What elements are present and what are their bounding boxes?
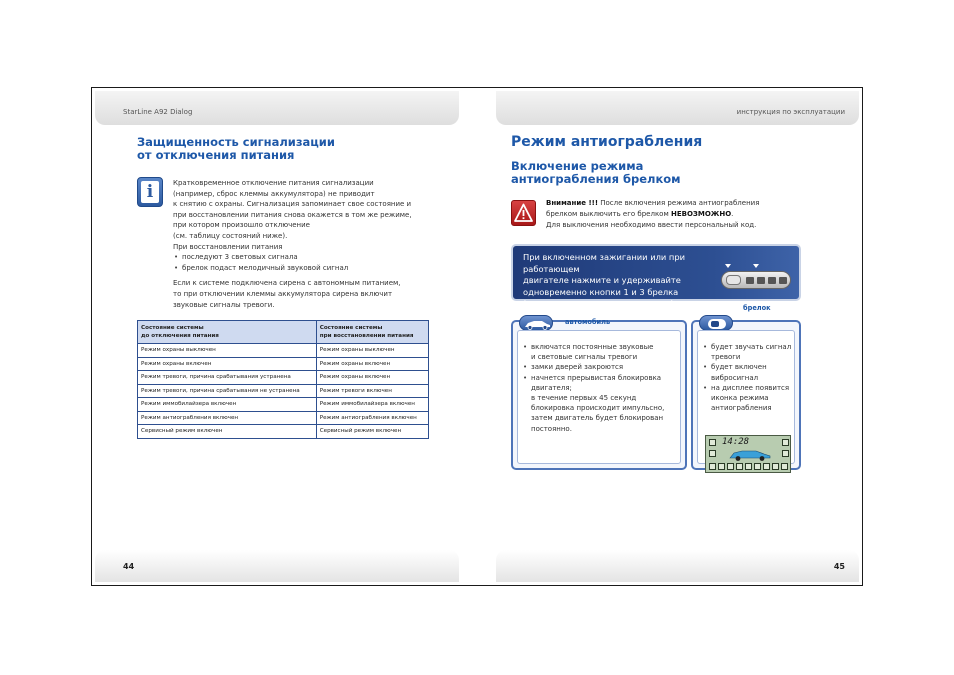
fob-reaction-list xyxy=(703,342,795,413)
page-header-left xyxy=(95,91,459,125)
warning-icon xyxy=(511,200,536,226)
manual-label: инструкция по эксплуатации xyxy=(736,108,845,116)
table-cell: Режим охраны включен xyxy=(316,371,428,385)
section-subtitle: Включение режима антиограбления брелком xyxy=(511,159,681,186)
car-reaction-list xyxy=(523,342,683,434)
page-number-right: 45 xyxy=(833,562,845,571)
list-item: • на дисплее появится иконка режима антиограбления xyxy=(703,383,795,414)
power-restore-bullets xyxy=(173,252,433,273)
arrow-down-icon xyxy=(753,264,759,268)
car-reaction-panel xyxy=(511,320,687,470)
lcd-time: 14:28 xyxy=(722,437,750,447)
list-item: • брелок подаст мелодичный звуковой сигнал xyxy=(173,263,433,274)
arrow-down-icon xyxy=(725,264,731,268)
table-header-row xyxy=(138,321,429,344)
table-row xyxy=(138,384,429,398)
section-title-line2: от отключения питания xyxy=(137,148,295,162)
table-cell: Режим охраны включен xyxy=(138,357,317,371)
page-right xyxy=(478,88,863,585)
fob-reaction-panel xyxy=(691,304,801,470)
table-row xyxy=(138,344,429,358)
table-cell: Режим иммобилайзера включен xyxy=(138,398,317,412)
table-row xyxy=(138,357,429,371)
table-cell: Режим охраны выключен xyxy=(316,344,428,358)
column-header-after: Состояние системы при восстановлении питания xyxy=(316,321,428,344)
table-cell: Режим охраны включен xyxy=(316,357,428,371)
section-title-line1: Защищенность сигнализации xyxy=(137,135,335,149)
list-item: • последуют 3 световых сигнала xyxy=(173,252,433,263)
fob-panel-label: брелок xyxy=(743,304,771,312)
column-header-before: Состояние системы до отключения питания xyxy=(138,321,317,344)
car-panel-label: автомобиль xyxy=(565,318,611,326)
table-cell: Режим тревоги включен xyxy=(316,384,428,398)
table-cell: Режим охраны выключен xyxy=(138,344,317,358)
table-row xyxy=(138,425,429,439)
table-cell: Режим тревоги, причина срабатывания устранена xyxy=(138,371,317,385)
key-fob-icon xyxy=(699,315,733,331)
car-icon xyxy=(728,448,772,462)
page-title: Режим антиограбления xyxy=(511,134,703,150)
table-cell: Режим иммобилайзера включен xyxy=(316,398,428,412)
page-left xyxy=(92,88,477,585)
page-footer-right xyxy=(496,550,859,582)
model-label: StarLine A92 Dialog xyxy=(123,108,193,116)
power-loss-description: Кратковременное отключение питания сигнализации (например, сброс клеммы аккумулятора) не приводит к снятию с охраны. Сигнализация запоминает свое состояние и при восстановлении питания снова окажется в том же режиме, при котором произошло отключение (см. таблицу состояний ниже). При восстановлении питания • последуют 3 световых сигнала • брелок подаст мелодичный звуковой сигнал Если к системе подключена сирена с автономным питанием, то при отключении клеммы аккумулятора сирена включит звуковые сигналы тревоги. xyxy=(173,178,433,310)
list-item: • замки дверей закроются xyxy=(523,362,683,372)
table-cell: Сервисный режим включен xyxy=(316,425,428,439)
table-cell: Режим антиограбления включен xyxy=(138,411,317,425)
list-item: • будет включен вибросигнал xyxy=(703,362,795,382)
section-title-power xyxy=(137,136,335,162)
fob-display-icon xyxy=(705,435,791,473)
info-icon: i xyxy=(137,177,163,207)
table-cell: Режим антиограбления включен xyxy=(316,411,428,425)
page-header-right xyxy=(496,91,859,125)
key-fob-icon xyxy=(721,271,791,289)
warning-text: Внимание !!! После включения режима антиограбления брелком выключить его брелком НЕВОЗМОЖНО. Для выключения необходимо ввести персональный код. xyxy=(546,199,760,229)
state-table xyxy=(137,320,429,439)
table-cell: Сервисный режим включен xyxy=(138,425,317,439)
list-item: • включатся постоянные звуковые и световые сигналы тревоги xyxy=(523,342,683,362)
page-footer-left xyxy=(95,550,459,582)
manual-spread xyxy=(91,87,863,586)
table-row xyxy=(138,411,429,425)
table-row xyxy=(138,398,429,412)
list-item: • будет звучать сигнал тревоги xyxy=(703,342,795,362)
list-item: • начнется прерывистая блокировка двигателя; в течение первых 45 секунд блокировка происходит импульсно, затем двигатель будет блокирован постоянно. xyxy=(523,373,683,434)
instruction-text: При включенном зажигании или при работающем двигателе нажмите и удерживайте одновременно кнопки 1 и 3 брелка (до появления звукового сигнала) xyxy=(523,252,686,308)
car-icon xyxy=(519,315,553,331)
table-cell: Режим тревоги, причина срабатывания не устранена xyxy=(138,384,317,398)
table-row xyxy=(138,371,429,385)
page-number-left: 44 xyxy=(123,562,135,571)
